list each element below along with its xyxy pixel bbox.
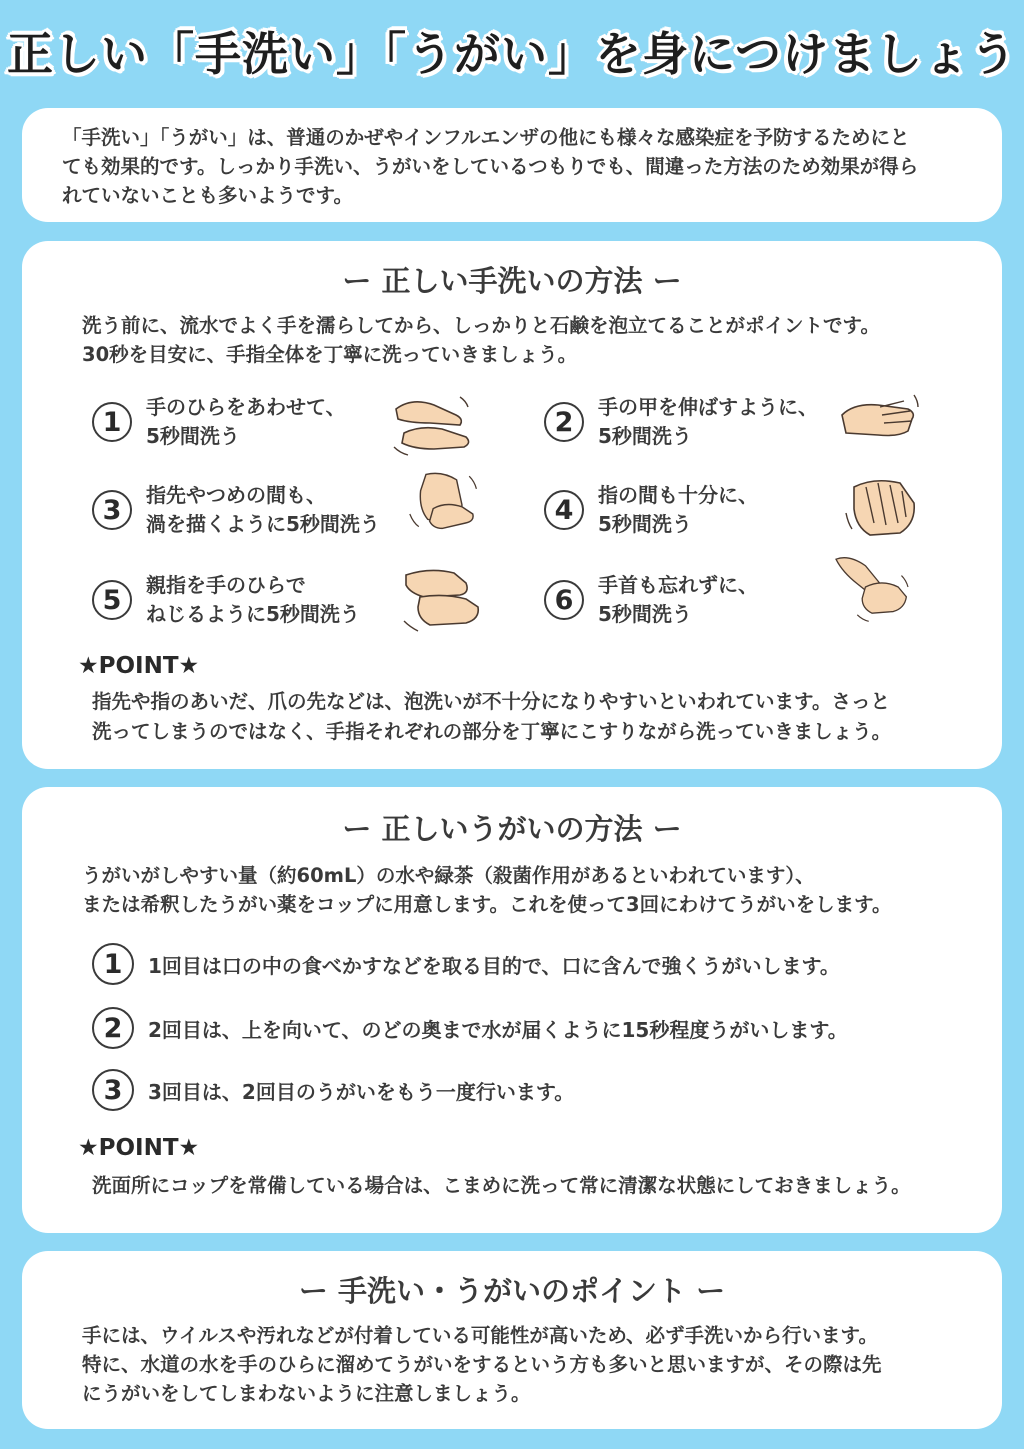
page-title: 正しい「手洗い」「うがい」を身につけましょう [6,27,1018,81]
step-number: 5 [92,580,132,620]
handwash-step-6 [544,571,758,629]
step-line: 親指を手のひらで [146,573,306,597]
gargle-lead [82,861,892,919]
handwash-card [22,241,1002,769]
handwash-step-5 [92,571,360,629]
handwash-step-1 [92,393,346,451]
gargle-lead-line: または希釈したうがい薬をコップに用意します。これを使って3回にわけてうがいをします。 [82,893,892,916]
gargle-step-3 [92,1069,574,1111]
thumb-twist-icon [400,563,484,635]
tips-body [82,1321,882,1408]
back-of-hand-icon [838,385,922,457]
fingertips-scrub-icon [402,469,486,541]
handwash-point-heading: ★POINT★ [78,653,200,679]
gargle-step-2 [92,1007,848,1049]
handwash-lead-line: 30秒を目安に、手指全体を丁寧に洗っていきましょう。 [82,343,578,366]
step-number: 3 [92,1069,134,1111]
between-fingers-icon [844,473,928,545]
step-number: 1 [92,943,134,985]
handwash-heading: ー 正しい手洗いの方法 ー [342,264,682,298]
step-line: 渦を描くように5秒間洗う [146,512,380,536]
gargle-point-heading: ★POINT★ [78,1135,200,1161]
handwash-step-2 [544,393,818,451]
step-line: 5秒間洗う [598,424,692,448]
step-line: 指の間も十分に、 [598,483,758,507]
handwash-lead-line: 洗う前に、流水でよく手を濡らしてから、しっかりと石鹸を泡立てることがポイントです。 [82,314,880,337]
tips-heading: ー 手洗い・うがいのポイント ー [298,1274,726,1308]
tips-card [22,1251,1002,1429]
step-line: 手首も忘れずに、 [598,573,758,597]
handwash-point [92,687,891,747]
step-number: 2 [544,402,584,442]
tips-line: にうがいをしてしまわないように注意しましょう。 [82,1382,531,1405]
step-number: 4 [544,490,584,530]
intro-card [22,108,1002,222]
point-line: 洗面所にコップを常備している場合は、こまめに洗って常に清潔な状態にしておきましょう。 [92,1174,911,1197]
gargle-point [92,1171,911,1201]
step-line: 5秒間洗う [146,424,240,448]
handwash-step-4 [544,481,758,539]
gargle-step-text: 1回目は口の中の食べかすなどを取る目的で、口に含んで強くうがいします。 [148,953,840,978]
step-number: 3 [92,490,132,530]
step-line: 5秒間洗う [598,512,692,536]
wrist-wash-icon [830,551,914,623]
handwash-step-3 [92,481,380,539]
point-line: 洗ってしまうのではなく、手指それぞれの部分を丁寧にこすりながら洗っていきましょう。 [92,720,892,743]
step-number: 2 [92,1007,134,1049]
step-line: 指先やつめの間も、 [146,483,326,507]
gargle-lead-line: うがいがしやすい量（約60mL）の水や緑茶（殺菌作用があるといわれています）、 [82,864,815,887]
gargle-card [22,787,1002,1233]
step-line: 5秒間洗う [598,602,692,626]
point-line: 指先や指のあいだ、爪の先などは、泡洗いが不十分になりやすいといわれています。さっと [92,690,890,713]
gargle-step-text: 3回目は、2回目のうがいをもう一度行います。 [148,1079,575,1104]
intro-line: れていないことも多いようです。 [62,184,353,207]
gargle-heading: ー 正しいうがいの方法 ー [342,812,682,846]
gargle-step-1 [92,943,840,985]
step-number: 1 [92,402,132,442]
tips-line: 手には、ウイルスや汚れなどが付着している可能性が高いため、必ず手洗いから行います。 [82,1324,878,1347]
handwash-lead [82,311,880,369]
intro-line: 「手洗い」「うがい」は、普通のかぜやインフルエンザの他にも様々な感染症を予防するためにと [62,126,910,149]
palms-rubbing-icon [390,389,474,461]
step-line: ねじるように5秒間洗う [146,602,360,626]
intro-line: ても効果的です。しっかり手洗い、うがいをしているつもりでも、間違った方法のため効果が得ら [62,155,919,178]
gargle-step-text: 2回目は、上を向いて、のどの奥まで水が届くように15秒程度うがいします。 [148,1017,848,1042]
tips-line: 特に、水道の水を手のひらに溜めてうがいをするという方も多いと思いますが、その際は先 [82,1353,882,1376]
step-line: 手のひらをあわせて、 [146,395,346,419]
step-number: 6 [544,580,584,620]
step-line: 手の甲を伸ばすように、 [598,395,818,419]
